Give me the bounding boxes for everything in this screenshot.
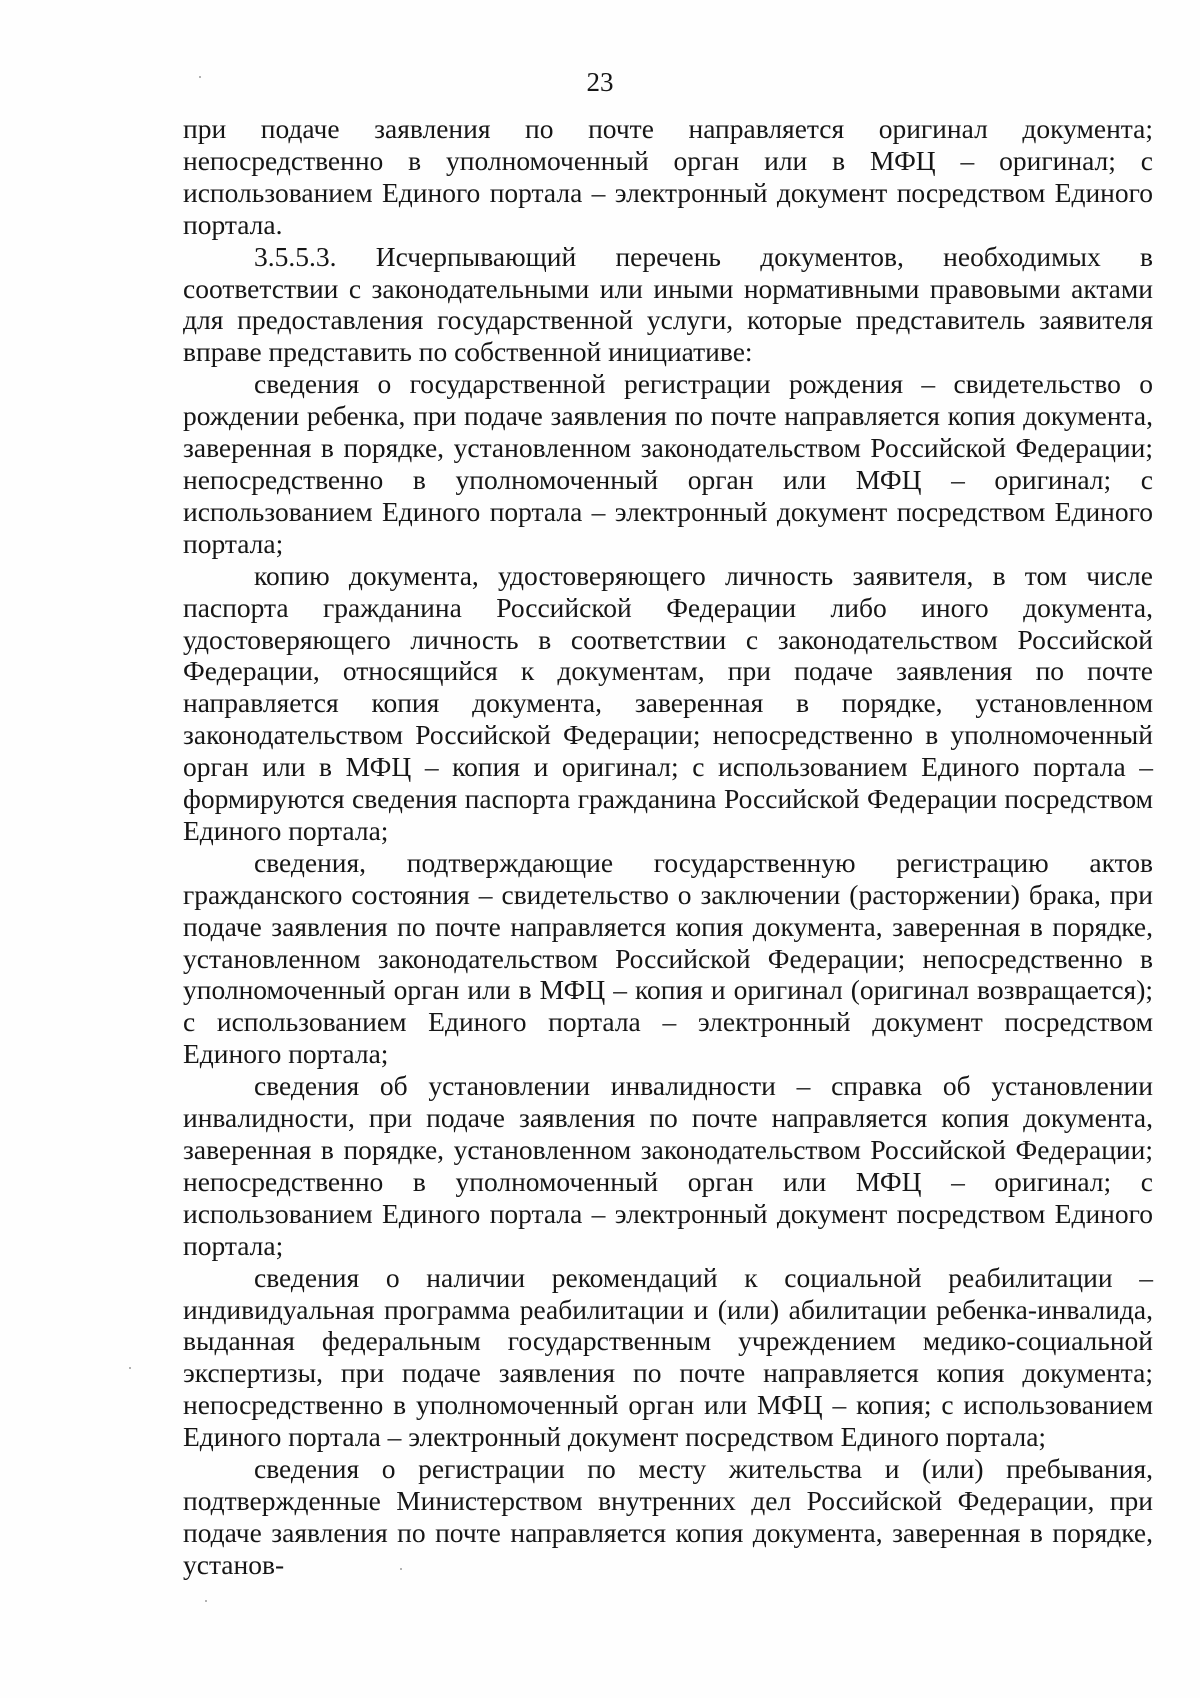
paragraph: сведения, подтверждающие государственную регистрацию актов гражданского состояния – свидетельство о заключении (расторжении) брака, при подаче заявления по почте направляется копия документа, заверенная в порядке, установленном законодательством Российской Федерации; непосредственно в уполномоченный орган или в МФЦ – копия и оригинал (оригинал возвращается); с использованием Единого портала – электронный документ посредством Единого портала; bbox=[183, 846, 1153, 1070]
scan-speck bbox=[400, 1568, 402, 1570]
scan-speck bbox=[129, 1367, 131, 1369]
paragraph: при подаче заявления по почте направляется оригинал документа; непосредственно в уполномоченный орган или в МФЦ – оригинал; с использованием Единого портала – электронный документ посредством Единого портала. bbox=[183, 113, 1153, 240]
paragraph: 3.5.5.3. Исчерпывающий перечень документов, необходимых в соответствии с законодательными или иными нормативными правовыми актами для предоставления государственной услуги, которые представитель заявителя вправе представить по собственной инициативе: bbox=[183, 240, 1153, 368]
page-number: 23 bbox=[586, 67, 614, 97]
scan-speck bbox=[205, 1600, 207, 1602]
paragraph: сведения о наличии рекомендаций к социальной реабилитации – индивидуальная программа реабилитации и (или) абилитации ребенка-инвалида, выданная федеральным государственным учреждением медико-социальной экспертизы, при подаче заявления по почте направляется копия документа; непосредственно в уполномоченный орган или МФЦ – копия; с использованием Единого портала – электронный документ посредством Единого портала; bbox=[183, 1261, 1153, 1453]
paragraph: сведения об установлении инвалидности – справка об установлении инвалидности, при подаче заявления по почте направляется копия документа, заверенная в порядке, установленном законодательством Российской Федерации; непосредственно в уполномоченный орган или МФЦ – оригинал; с использованием Единого портала – электронный документ посредством Единого портала; bbox=[183, 1070, 1153, 1261]
scan-speck bbox=[199, 76, 201, 78]
paragraph: сведения о государственной регистрации рождения – свидетельство о рождении ребенка, при подаче заявления по почте направляется копия документа, заверенная в порядке, установленном законодательством Российской Федерации; непосредственно в уполномоченный орган или МФЦ – оригинал; с использованием Единого портала – электронный документ посредством Единого портала; bbox=[183, 368, 1153, 559]
paragraph: копию документа, удостоверяющего личность заявителя, в том числе паспорта гражданина Российской Федерации либо иного документа, удостоверяющего личность в соответствии с законодательством Российской Федерации, относящийся к документам, при подаче заявления по почте направляется копия документа, заверенная в порядке, установленном законодательством Российской Федерации; непосредственно в уполномоченный орган или в МФЦ – копия и оригинал; с использованием Единого портала – формируются сведения паспорта гражданина Российской Федерации посредством Единого портала; bbox=[183, 559, 1153, 846]
paragraph: сведения о регистрации по месту жительства и (или) пребывания, подтвержденные Министерством внутренних дел Российской Федерации, при подаче заявления по почте направляется копия документа, заверенная в порядке, установ- bbox=[183, 1453, 1153, 1580]
document-body bbox=[183, 113, 1153, 1581]
